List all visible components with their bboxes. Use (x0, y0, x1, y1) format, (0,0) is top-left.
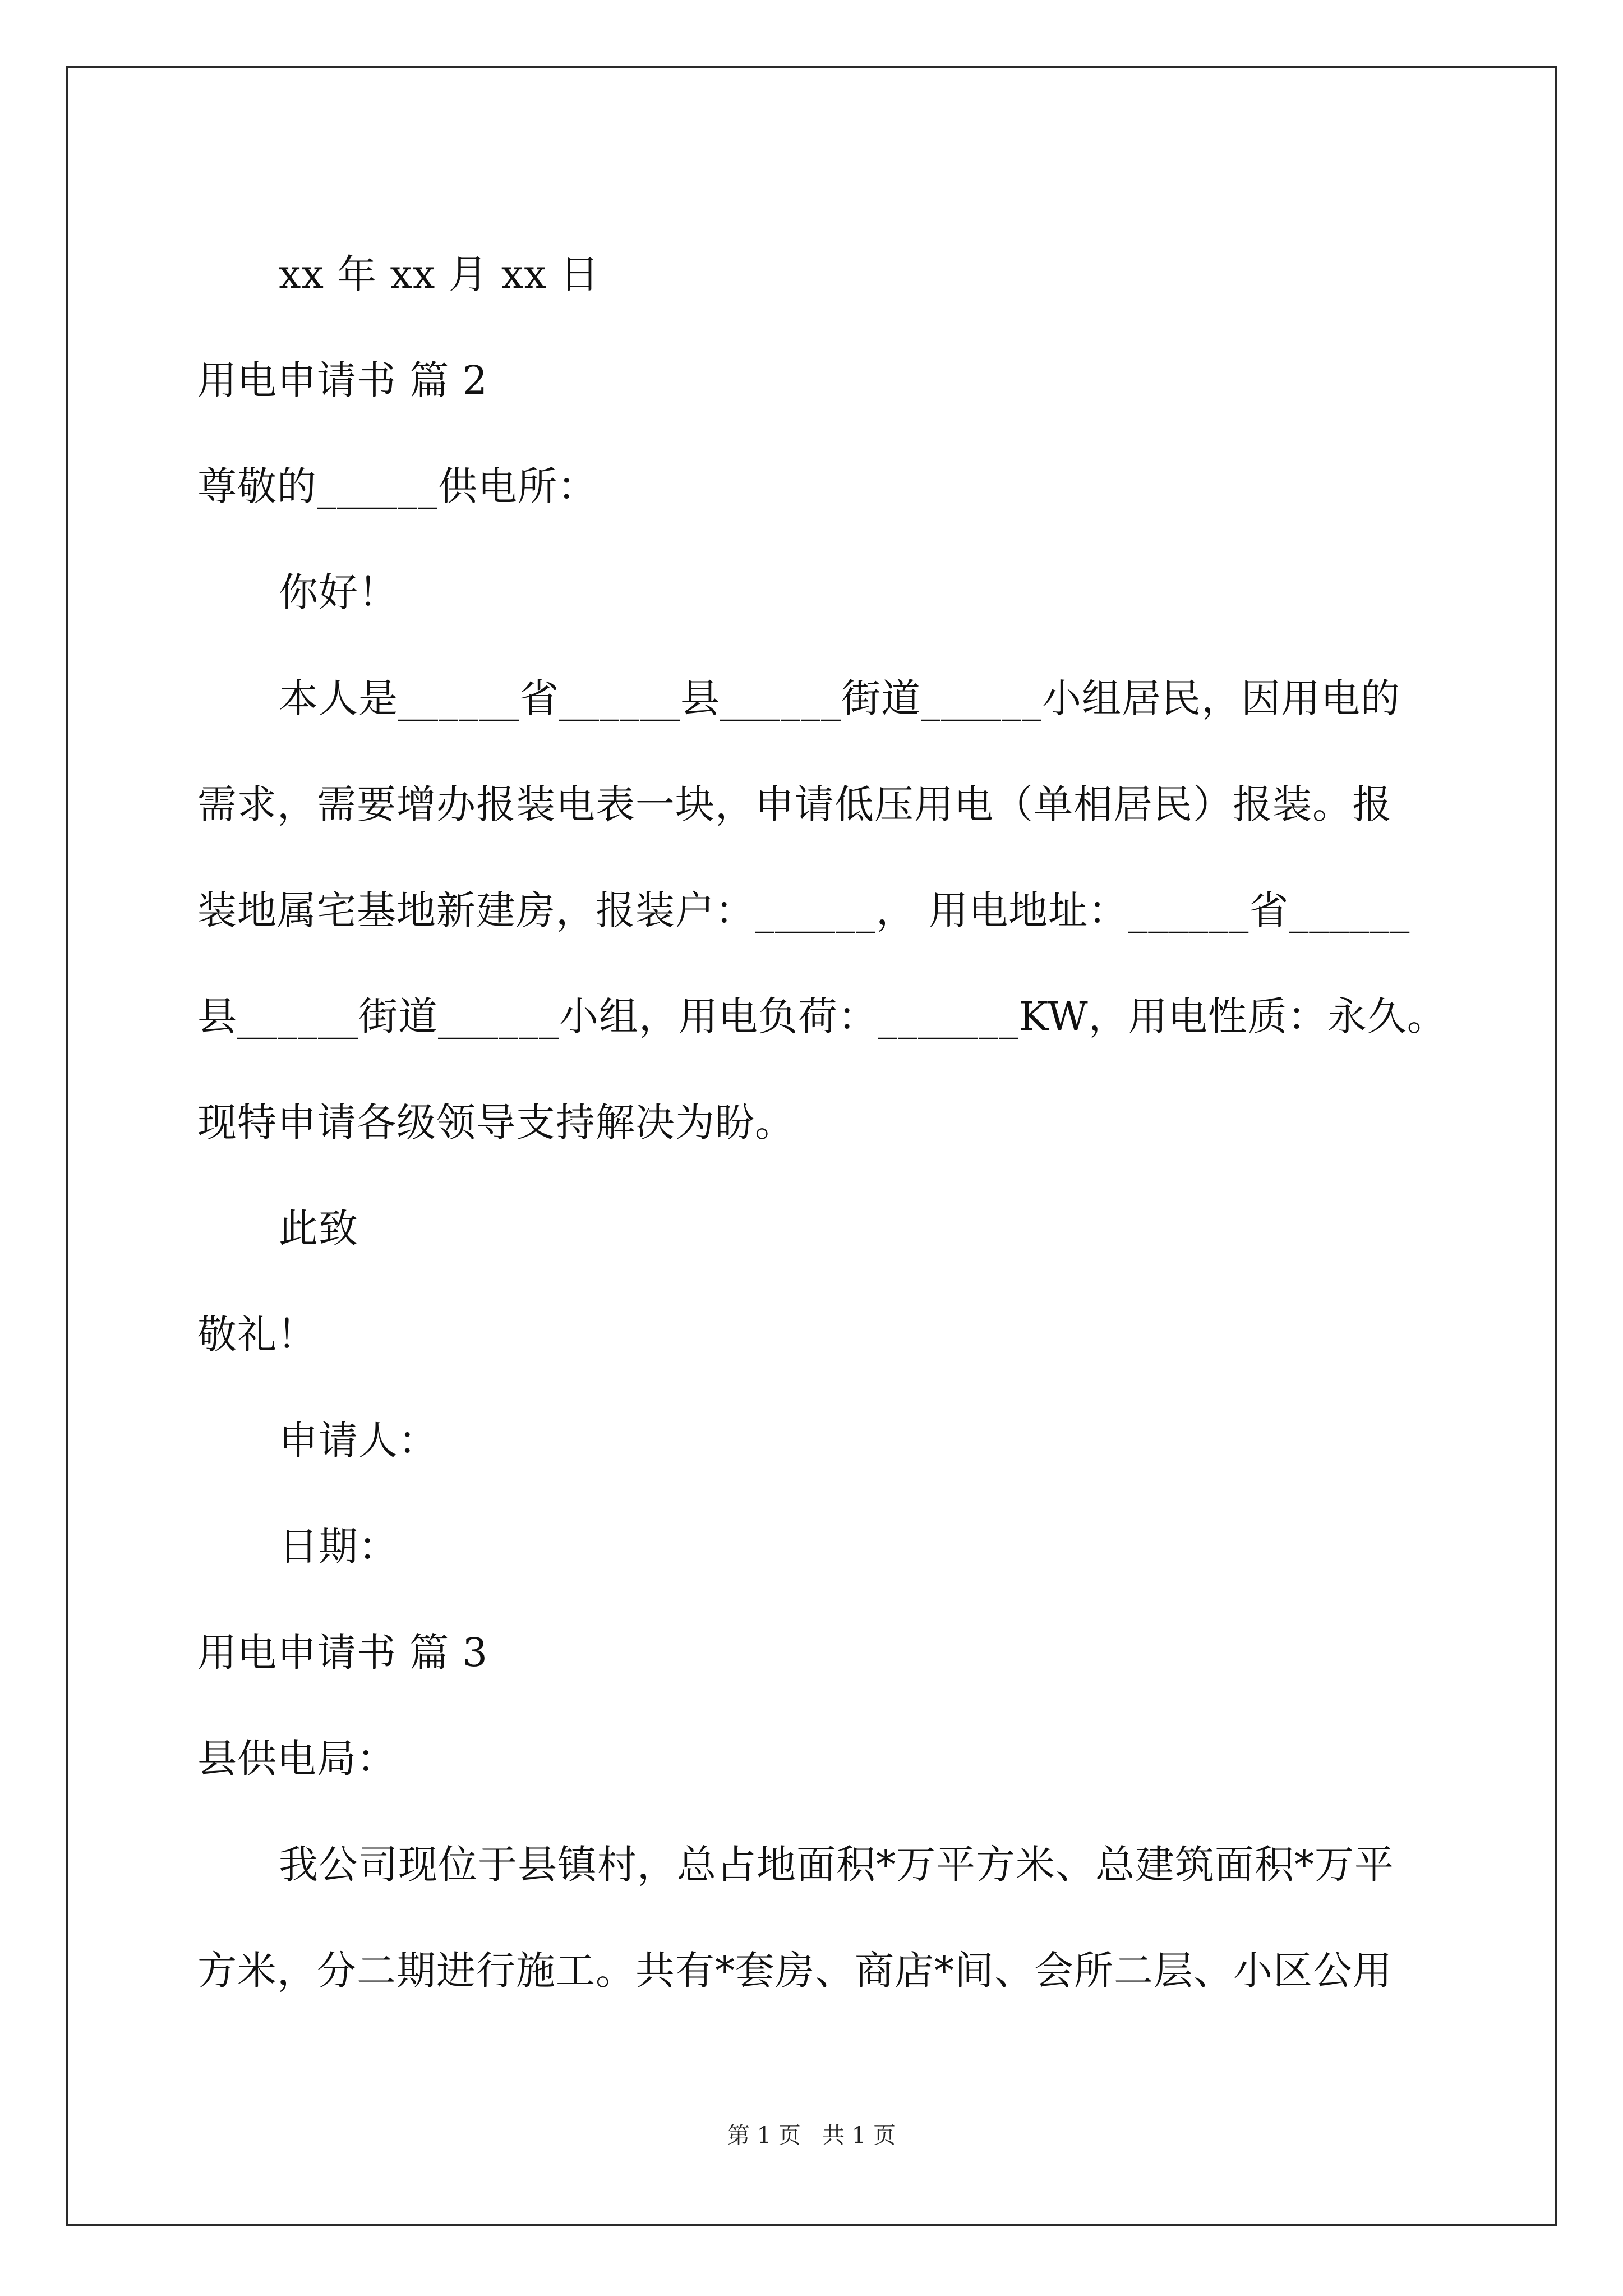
page-footer: 第 1 页 共 1 页 (727, 2123, 896, 2148)
greeting: 你好！ (279, 569, 398, 615)
closing: 此致 (279, 1205, 358, 1251)
section-heading-2: 用电申请书 篇 2 (197, 357, 488, 403)
body-line: 装地属宅基地新建房，报装户：______， 用电地址：______省______ (197, 887, 1410, 933)
body-line: 本人是______省______县______街道______小组居民，因用电的 (279, 675, 1400, 721)
section-heading-3: 用电申请书 篇 3 (197, 1630, 488, 1676)
body-line: 需求，需要增办报装电表一块，申请低压用电（单相居民）报装。报 (197, 781, 1392, 827)
body-line: 方米，分二期进行施工。共有*套房、商店*间、会所二层、小区公用 (197, 1948, 1393, 1994)
date-line: xx 年 xx 月 xx 日 (279, 251, 600, 297)
body-line: 现特申请各级领导支持解决为盼。 (197, 1099, 795, 1145)
body-line: 县______街道______小组，用电负荷：_______KW，用电性质：永久。 (197, 993, 1447, 1039)
recipient: 县供电局： (197, 1736, 396, 1782)
document-body (197, 222, 1447, 2024)
applicant-label: 申请人： (279, 1418, 438, 1464)
date-label: 日期： (279, 1524, 398, 1570)
regards: 敬礼！ (197, 1312, 317, 1358)
salutation: 尊敬的______供电所： (197, 463, 597, 509)
body-line: 我公司现位于县镇村，总占地面积*万平方米、总建筑面积*万平 (279, 1842, 1394, 1888)
